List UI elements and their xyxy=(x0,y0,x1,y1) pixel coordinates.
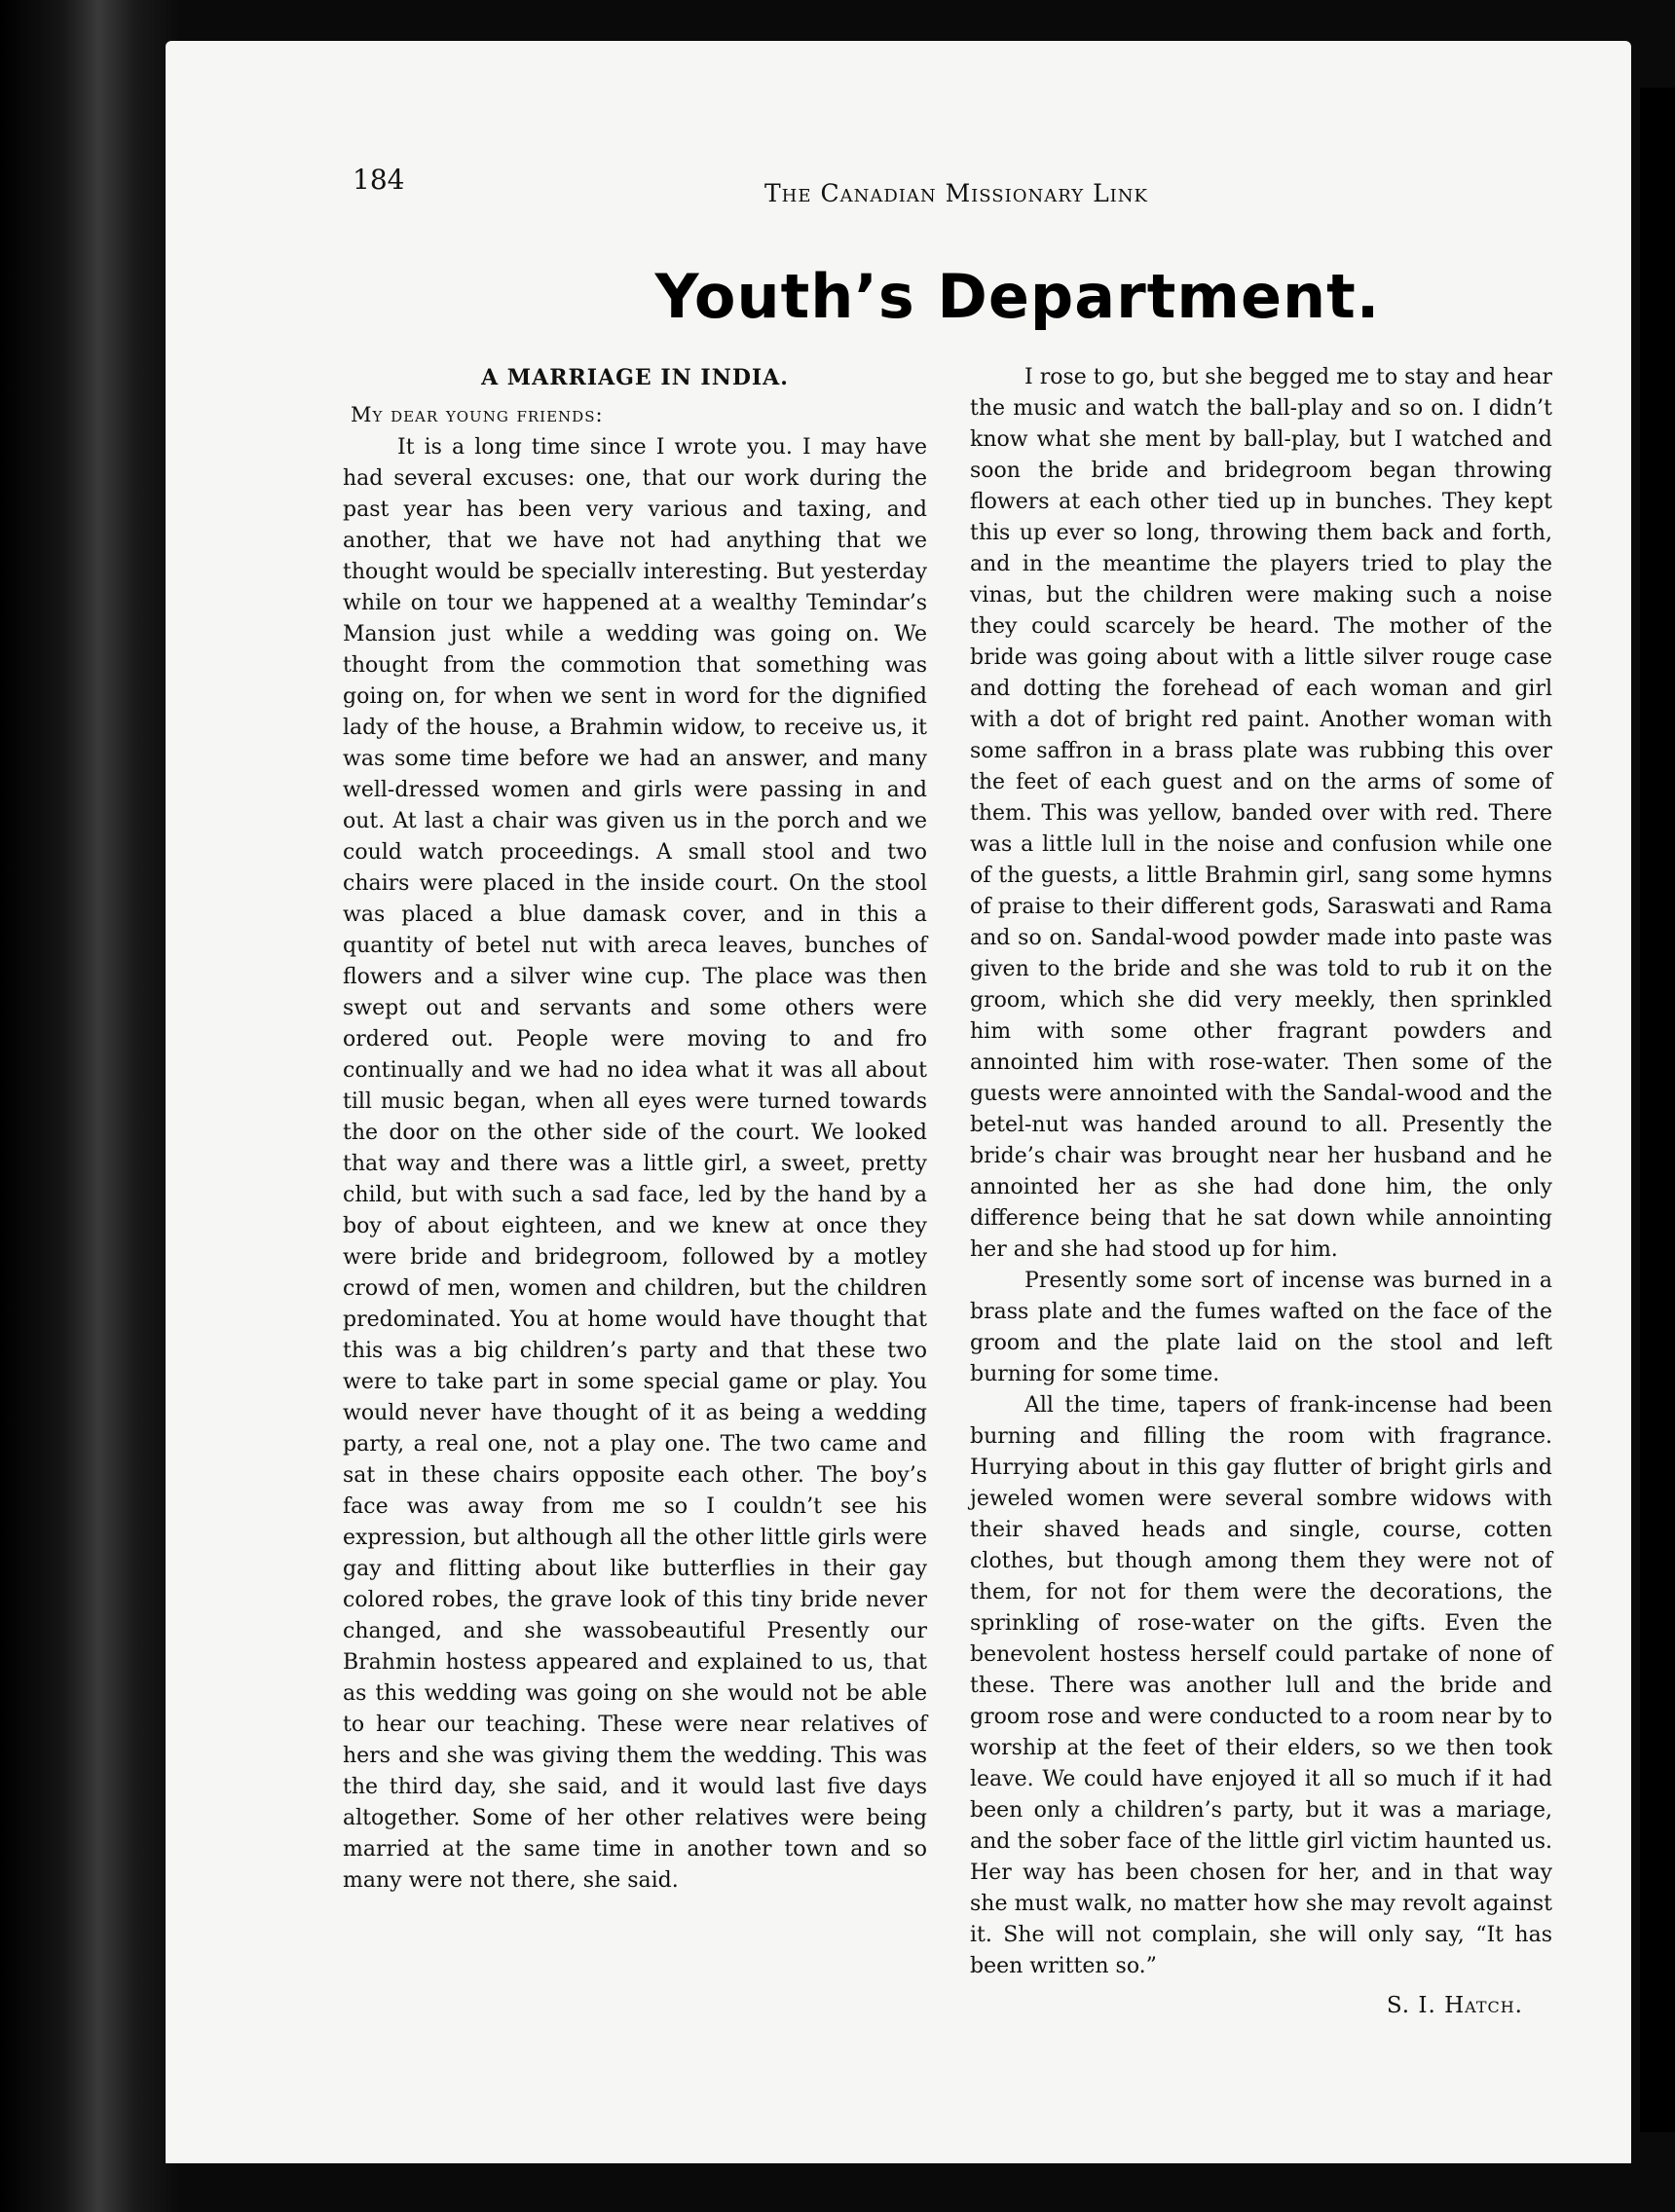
paragraph: It is a long time since I wrote you. I may have had several excuses: one, that our work during the past year has been very various and taxing, and another, that we have not had anything that we thought would be speciallv interesting. But yesterday while on tour we happened at a wealthy Temindar’s Mansion just while a wedding was going on. We thought from the commotion that something was going on, for when we sent in word for the dignified lady of the house, a Brahmin widow, to receive us, it was some time before we had an answer, and many well-dressed women and girls were passing in and out. At last a chair was given us in the porch and we could watch proceedings. A small stool and two chairs were placed in the inside court. On the stool was placed a blue damask cover, and in this a quantity of betel nut with areca leaves, bunches of flowers and a silver wine cup. The place was then swept out and servants and some others were ordered out. People were moving to and fro continually and we had no idea what it was all about till music began, when all eyes were turned towards the door on the other side of the court. We looked that way and there was a little girl, a sweet, pretty child, but with such a sad face, led by the hand by a boy of about eighteen, and we knew at once they were bride and bridegroom, followed by a motley crowd of men, women and children, but the children predominated. You at home would have thought that this was a big children’s party and that these two were to take part in some special game or play. You would never have thought of it as being a wedding party, a real one, not a play one. The two came and sat in these chairs opposite each other. The boy’s face was away from me so I couldn’t see his expression, but although all the other little girls were gay and flitting about like butterflies in their gay colored robes, the grave look of this tiny bride never changed, and she wassobeautiful Presently our Brahmin hostess appeared and explained to us, that as this wedding was going on she would not be able to hear our teaching. These were near relatives of hers and she was giving them the wedding. This was the third day, she said, and it would last five days altogether. Some of her other relatives were being married at the same time in another town and so many were not there, she said. xyxy=(343,435,927,1893)
salutation: My dear young friends: xyxy=(351,403,604,426)
book-spine xyxy=(0,0,180,2212)
paragraph: Presently some sort of incense was burned in a brass plate and the fumes wafted on the face of the groom and the plate laid on the stool and left burning for some time. xyxy=(970,1269,1552,1386)
running-head: The Canadian Missionary Link xyxy=(764,179,1148,207)
page-number: 184 xyxy=(353,164,405,196)
signature: S. I. Hatch. xyxy=(1386,1993,1523,2018)
department-title: Youth’s Department. xyxy=(654,261,1381,332)
paragraph: I rose to go, but she begged me to stay and hear the music and watch the ball-play and so on. I didn’t know what she ment by ball-play, but I watched and soon the bride and bridegroom began throwing flowers at each other tied up in bunches. They kept this up ever so long, throwing them back and forth, and in the meantime the players tried to play the vinas, but the children were making such a noise they could scarcely be heard. The mother of the bride was going about with a little silver rouge case and dotting the forehead of each woman and girl with a dot of bright red paint. Another woman with some saffron in a brass plate was rubbing this over the feet of each guest and on the arms of some of them. This was yellow, banded over with red. There was a little lull in the noise and confusion while one of the guests, a little Brahmin girl, sang some hymns of praise to their different gods, Saraswati and Rama and so on. Sandal-wood powder made into paste was given to the bride and she was told to rub it on the groom, which she did very meekly, then sprinkled him with some other fragrant powders and annointed him with rose-water. Then some of the guests were annointed with the Sandal-wood and the betel-nut was handed around to all. Presently the bride’s chair was brought near her husband and he annointed her as she had done him, the only difference being that he sat down while annointing her and she had stood up for him. xyxy=(970,365,1552,1262)
right-column xyxy=(970,362,1552,2021)
page-header xyxy=(353,164,1190,207)
page-edge-shadow xyxy=(1640,88,1675,2132)
left-column xyxy=(343,362,927,1897)
article-title: A MARRIAGE IN INDIA. xyxy=(481,365,789,390)
paragraph: All the time, tapers of frank-incense had been burning and filling the room with fragrance. Hurrying about in this gay flutter of bright girls and jeweled women were several sombre widows with their shaved heads and single, course, cotten clothes, but though among them they were not of them, for not for them were the decorations, the sprinkling of rose-water on the gifts. Even the benevolent hostess herself could partake of none of these. There was another lull and the bride and groom rose and were conducted to a room near by to worship at the feet of their elders, so we then took leave. We could have enjoyed it all so much if it had been only a children’s party, but it was a mariage, and the sober face of the little girl victim haunted us. Her way has been chosen for her, and in that way she must walk, no matter how she may revolt against it. She will not complain, she will only say, “It has been written so.” xyxy=(970,1393,1552,1978)
